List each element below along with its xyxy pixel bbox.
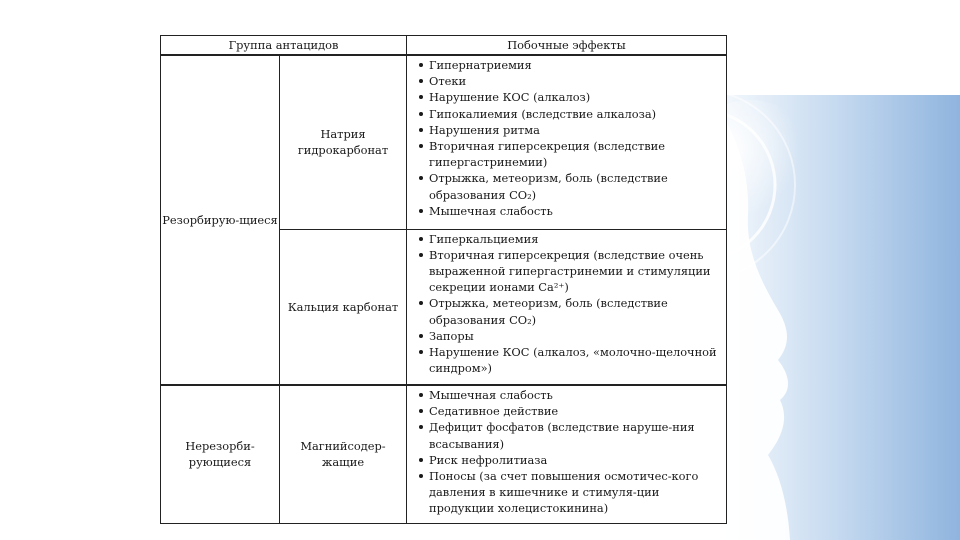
group-non-resorbable: Нерезорби-рующиеся: [161, 385, 280, 523]
list-item: Гиперкальциемия: [417, 231, 722, 247]
list-item: Нарушение КОС (алкалоз): [417, 89, 722, 105]
list-item: Мышечная слабость: [417, 203, 722, 219]
list-item: Мышечная слабость: [417, 387, 722, 403]
antacids-side-effects-table: [160, 35, 727, 524]
drug-calcium-carbonate: [280, 229, 407, 385]
header-antacid-group: Группа антацидов: [161, 36, 407, 56]
antacids-table-container: [160, 35, 726, 524]
list-item: Гипокалиемия (вследствие алкалоза): [417, 106, 722, 122]
list-item: Поносы (за счет повышения осмотичес-кого давления в кишечнике и стимуля-ции продукции холецистокинина): [417, 468, 722, 517]
list-item: Отрыжка, метеоризм, боль (вследствие образования CO₂): [417, 170, 722, 202]
table-row: [161, 55, 727, 229]
list-item: Нарушение КОС (алкалоз, «молочно-щелочной синдром»): [417, 344, 722, 376]
list-item: Риск нефролитиаза: [417, 452, 722, 468]
drug-sodium-bicarbonate: [280, 55, 407, 229]
list-item: Отеки: [417, 73, 722, 89]
drug-name: Кальция карбонат: [287, 299, 399, 314]
list-item: Дефицит фосфатов (вследствие наруше-ния всасывания): [417, 419, 722, 451]
table-row: [161, 385, 727, 523]
list-item: Запоры: [417, 328, 722, 344]
effects-magnesium-containing: [407, 385, 727, 523]
drug-name: Магнийсодер-жащие: [300, 439, 386, 470]
effects-calcium-carbonate: [407, 229, 727, 385]
list-item: Седативное действие: [417, 403, 722, 419]
list-item: Отрыжка, метеоризм, боль (вследствие образования CO₂): [417, 295, 722, 327]
group-resorbable: Резорбирую-щиеся: [161, 55, 280, 385]
header-side-effects: Побочные эффекты: [407, 36, 727, 56]
list-item: Гипернатриемия: [417, 57, 722, 73]
drug-magnesium-containing: [280, 385, 407, 523]
list-item: Нарушения ритма: [417, 122, 722, 138]
list-item: Вторичная гиперсекреция (вследствие очень выраженной гипергастринемии и стимуляции секреции ионами Ca²⁺): [417, 247, 722, 296]
list-item: Вторичная гиперсекреция (вследствие гипергастринемии): [417, 138, 722, 170]
table-header-row: [161, 36, 727, 56]
effects-sodium-bicarbonate: [407, 55, 727, 229]
drug-name: Натрия гидрокарбонат: [297, 127, 389, 158]
